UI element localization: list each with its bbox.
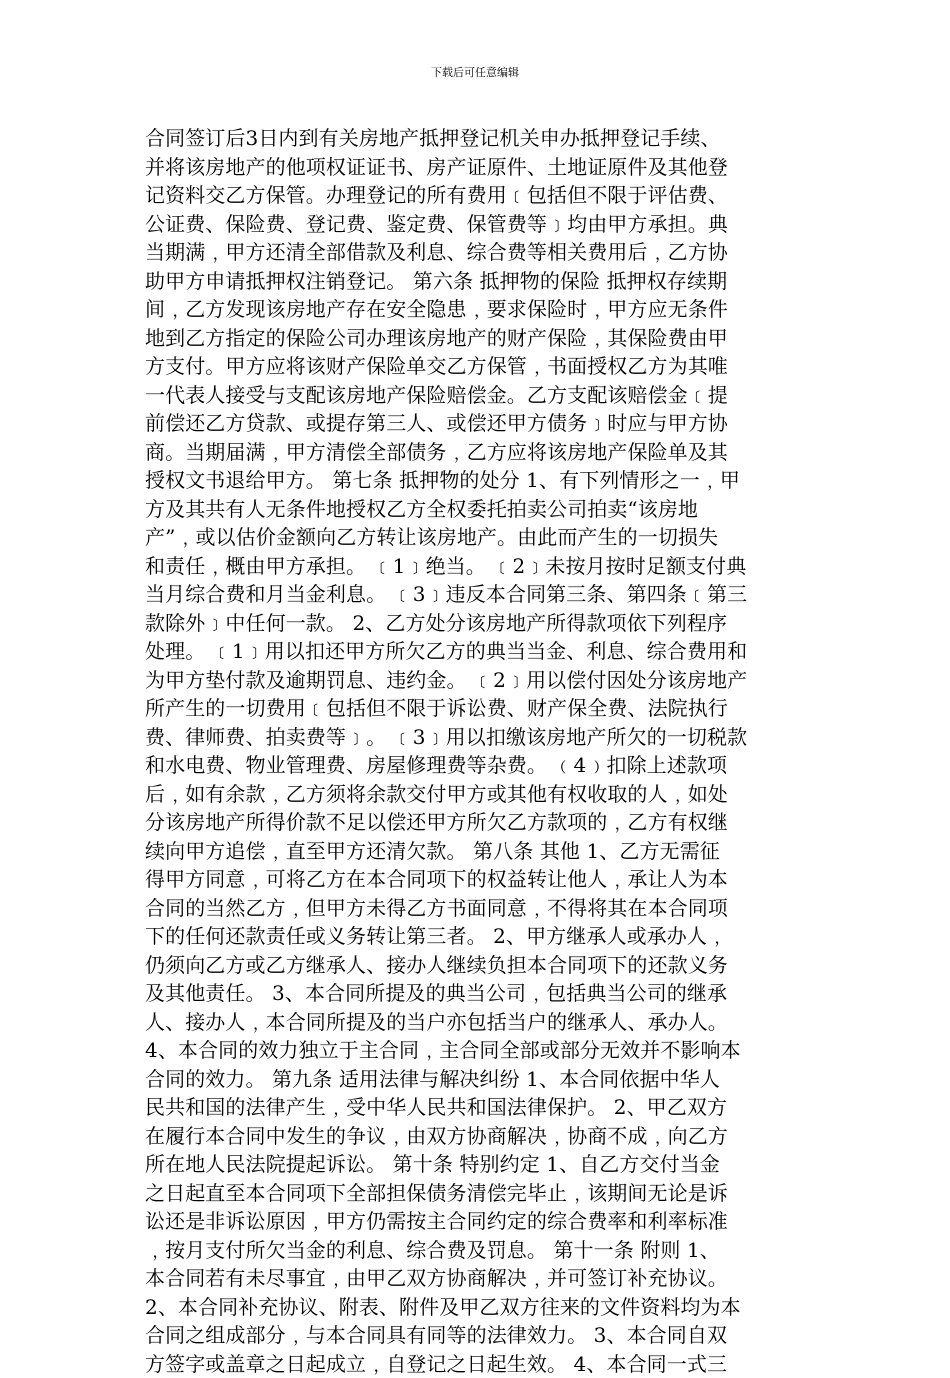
body-text-line: ﹐按月支付所欠当金的利息、综合费及罚息。 第十一条 附则 1、 xyxy=(145,1236,815,1265)
body-text-line: 和责任﹐概由甲方承担。 ﹝1﹞绝当。 ﹝2﹞未按月按时足额支付典 xyxy=(145,552,815,581)
body-text-line: 及其他责任。 3、本合同所提及的典当公司﹐包括典当公司的继承 xyxy=(145,979,815,1008)
body-text-line: 方签字或盖章之日起成立﹐自登记之日起生效。 4、本合同一式三 xyxy=(145,1350,815,1378)
body-text-line: 仍须向乙方或乙方继承人、接办人继续负担本合同项下的还款义务 xyxy=(145,951,815,980)
body-text-line: 得甲方同意﹐可将乙方在本合同项下的权益转让他人﹐承让人为本 xyxy=(145,865,815,894)
body-text-line: 方及其共有人无条件地授权乙方全权委托拍卖公司拍卖“该房地 xyxy=(145,495,815,524)
body-text-line: 一代表人接受与支配该房地产保险赔偿金。乙方支配该赔偿金﹝提 xyxy=(145,381,815,410)
body-text-line: 产”﹐或以估价金额向乙方转让该房地产。由此而产生的一切损失 xyxy=(145,523,815,552)
body-text-line: 下的任何还款责任或义务转让第三者。 2、甲方继承人或承办人﹐ xyxy=(145,922,815,951)
body-text-line: 公证费、保险费、登记费、鉴定费、保管费等﹞均由甲方承担。典 xyxy=(145,210,815,239)
body-text-line: 民共和国的法律产生﹐受中华人民共和国法律保护。 2、甲乙双方 xyxy=(145,1093,815,1122)
body-text-line: 后﹐如有余款﹐乙方须将余款交付甲方或其他有权收取的人﹐如处 xyxy=(145,780,815,809)
body-text-line: 处理。 ﹝1﹞用以扣还甲方所欠乙方的典当当金、利息、综合费用和 xyxy=(145,637,815,666)
body-text-line: 合同的当然乙方﹐但甲方未得乙方书面同意﹐不得将其在本合同项 xyxy=(145,894,815,923)
body-text-line: 讼还是非诉讼原因﹐甲方仍需按主合同约定的综合费率和利率标准 xyxy=(145,1207,815,1236)
body-text-line: 本合同若有未尽事宜﹐由甲乙双方协商解决﹐并可签订补充协议。 xyxy=(145,1264,815,1293)
body-text-line: 合同之组成部分﹐与本合同具有同等的法律效力。 3、本合同自双 xyxy=(145,1321,815,1350)
body-text-line: 人、接办人﹐本合同所提及的当户亦包括当户的继承人、承办人。 xyxy=(145,1008,815,1037)
body-text-line: 并将该房地产的他项权证证书、房产证原件、土地证原件及其他登 xyxy=(145,153,815,182)
body-text-line: 合同的效力。 第九条 适用法律与解决纠纷 1、本合同依据中华人 xyxy=(145,1065,815,1094)
body-text-line: 记资料交乙方保管。办理登记的所有费用﹝包括但不限于评估费、 xyxy=(145,181,815,210)
body-text-line: 方支付。甲方应将该财产保险单交乙方保管﹐书面授权乙方为其唯 xyxy=(145,352,815,381)
body-text-line: 所在地人民法院提起诉讼。 第十条 特别约定 1、自乙方交付当金 xyxy=(145,1150,815,1179)
body-text-line: 分该房地产所得价款不足以偿还甲方所欠乙方款项的﹐乙方有权继 xyxy=(145,808,815,837)
body-text-line: 授权文书退给甲方。 第七条 抵押物的处分 1、有下列情形之一﹐甲 xyxy=(145,466,815,495)
body-text-line: 前偿还乙方贷款、或提存第三人、或偿还甲方债务﹞时应与甲方协 xyxy=(145,409,815,438)
body-text-line: 当月综合费和月当金利息。 ﹝3﹞违反本合同第三条、第四条﹝第三 xyxy=(145,580,815,609)
body-text-line: 续向甲方追偿﹐直至甲方还清欠款。 第八条 其他 1、乙方无需征 xyxy=(145,837,815,866)
body-text-line: 4、本合同的效力独立于主合同﹐主合同全部或部分无效并不影响本 xyxy=(145,1036,815,1065)
body-text-line: 助甲方申请抵押权注销登记。 第六条 抵押物的保险 抵押权存续期 xyxy=(145,267,815,296)
body-text-line: 合同签订后3日内到有关房地产抵押登记机关申办抵押登记手续、 xyxy=(145,124,815,153)
body-text-line: 款除外﹞中任何一款。 2、乙方处分该房地产所得款项依下列程序 xyxy=(145,609,815,638)
body-text-line: 地到乙方指定的保险公司办理该房地产的财产保险﹐其保险费由甲 xyxy=(145,324,815,353)
body-text-line: 所产生的一切费用﹝包括但不限于诉讼费、财产保全费、法院执行 xyxy=(145,694,815,723)
body-text-line: 和水电费、物业管理费、房屋修理费等杂费。 ﹙4﹚扣除上述款项 xyxy=(145,751,815,780)
body-text-line: 间﹐乙方发现该房地产存在安全隐患﹐要求保险时﹐甲方应无条件 xyxy=(145,295,815,324)
body-text-line: 当期满﹐甲方还清全部借款及利息、综合费等相关费用后﹐乙方协 xyxy=(145,238,815,267)
page-header: 下载后可任意编辑 xyxy=(0,66,950,80)
body-text-line: 商。当期届满﹐甲方清偿全部债务﹐乙方应将该房地产保险单及其 xyxy=(145,438,815,467)
body-text-line: 2、本合同补充协议、附表、附件及甲乙双方往来的文件资料均为本 xyxy=(145,1293,815,1322)
body-text-line: 在履行本合同中发生的争议﹐由双方协商解决﹐协商不成﹐向乙方 xyxy=(145,1122,815,1151)
body-text-line: 之日起直至本合同项下全部担保债务清偿完毕止﹐该期间无论是诉 xyxy=(145,1179,815,1208)
document-body xyxy=(145,124,815,1378)
body-text-line: 为甲方垫付款及逾期罚息、违约金。 ﹝2﹞用以偿付因处分该房地产 xyxy=(145,666,815,695)
body-text-line: 费、律师费、拍卖费等﹞。 ﹝3﹞用以扣缴该房地产所欠的一切税款 xyxy=(145,723,815,752)
